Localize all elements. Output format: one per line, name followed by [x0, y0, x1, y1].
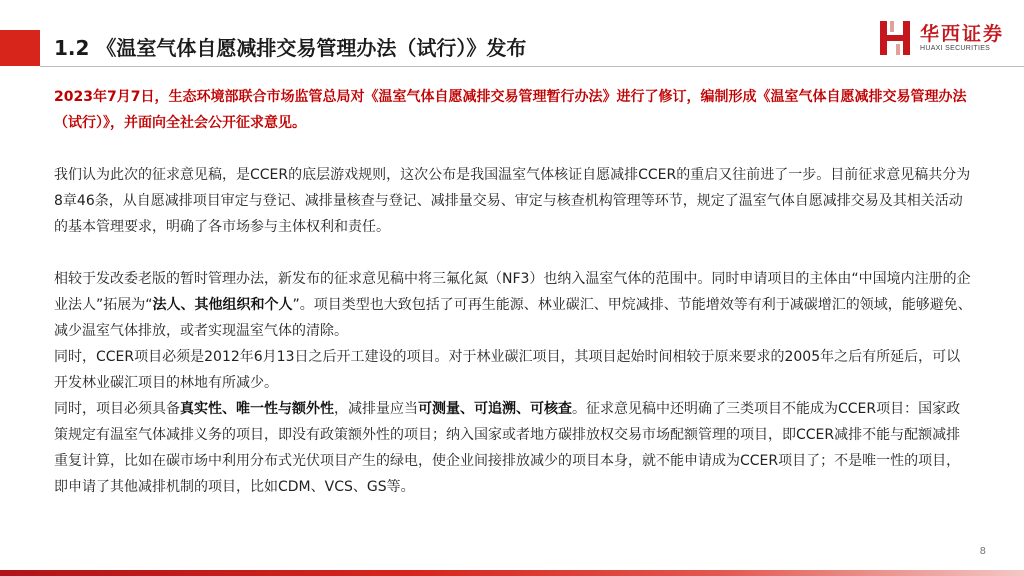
paragraph-requirements: [54, 396, 972, 500]
title-divider: [40, 66, 1024, 67]
paragraph-scope-text-1: 相较于发改委老版的暂时管理办法，新发布的征求意见稿中将三氟化氮（NF3）也纳入温室气体的范围中。同时申请项目的主体由“中国境内注册的企业法人”拓展为“: [54, 271, 971, 313]
logo-subtitle: HUAXI SECURITIES: [920, 45, 991, 52]
paragraph-requirements-text-2: ，减排量应当: [334, 401, 418, 417]
huaxi-logo-icon: [878, 18, 912, 58]
slide-title: 1.2 《温室气体自愿减排交易管理办法（试行）》发布: [54, 36, 527, 60]
paragraph-scope: [54, 266, 972, 344]
footer-bar: [0, 570, 1024, 576]
paragraph-requirements-text-1: 同时，项目必须具备: [54, 401, 180, 417]
logo-name: 华西证券: [920, 23, 1005, 45]
slide-body: [54, 84, 972, 500]
emphasis-authenticity: 真实性、唯一性与额外性: [180, 401, 334, 417]
title-accent-bar: [0, 30, 40, 66]
paragraph-overview: 我们认为此次的征求意见稿，是CCER的底层游戏规则，这次公布是我国温室气体核证自愿减排CCER的重启又往前进了一步。目前征求意见稿共分为8章46条，从自愿减排项目审定与登记、减排量核查与登记、减排量交易、审定与核查机构管理等环节，规定了温室气体自愿减排交易及其相关活动的基本管理要求，明确了各市场参与主体权利和责任。: [54, 167, 971, 235]
paragraph-start-date: 同时，CCER项目必须是2012年6月13日之后开工建设的项目。对于林业碳汇项目，其项目起始时间相较于原来要求的2005年之后有所延后，可以开发林业碳汇项目的林地有所减少。: [54, 349, 961, 391]
lead-paragraph: 2023年7月7日，生态环境部联合市场监管总局对《温室气体自愿减排交易管理暂行办法》进行了修订，编制形成《温室气体自愿减排交易管理办法（试行）》，并面向全社会公开征求意见。: [54, 89, 967, 131]
emphasis-verifiability: 可测量、可追溯、可核查: [418, 401, 572, 417]
page-number: 8: [979, 546, 986, 557]
company-logo: [878, 18, 1018, 58]
paragraph-requirements-text-3: 。征求意见稿中还明确了三类项目不能成为CCER项目：国家政策规定有温室气体减排义务的项目，即没有政策额外性的项目；纳入国家或者地方碳排放权交易市场配额管理的项目，即CCER减排不能与配额减排重复计算，比如在碳市场中利用分布式光伏项目产生的绿电，使企业间接排放减少的项目本身，就不能申请成为CCER项目了；不是唯一性的项目，即申请了其他减排机制的项目，比如CDM、VCS、GS等。: [54, 401, 961, 495]
emphasis-applicants: 法人、其他组织和个人: [152, 297, 293, 313]
paragraph-scope-text-2: ”。项目类型也大致包括了可再生能源、林业碳汇、甲烷减排、节能增效等有利于减碳增汇的领域，能够避免、减少温室气体排放，或者实现温室气体的清除。: [54, 297, 972, 339]
